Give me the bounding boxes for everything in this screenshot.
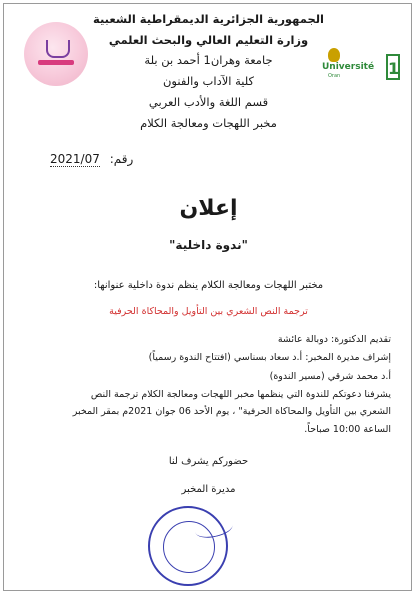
supervisor-line: إشراف مديرة المخبر: أ.د سعاد بسناسي (افتتاح الندوة رسمياً): [148, 352, 391, 363]
invitation-line-2: الشعري بين التأويل والمحاكاة الحرفية" ، يوم الأحد 06 جوان 2021م بمقر المخبر: [72, 406, 391, 417]
reference-label: رقم:: [109, 152, 134, 166]
intro-text: مختبر اللهجات ومعالجة الكلام ينظم ندوة داخلية عنوانها:: [93, 280, 324, 291]
page-subtitle: "ندوة داخلية": [169, 238, 248, 252]
header-line-4: كلية الآداب والفنون: [162, 74, 255, 88]
document-frame: [3, 3, 412, 591]
moderator-line: أ.د محمد شرقي (مسير الندوة): [269, 371, 391, 382]
university-logo-number: 1: [386, 54, 400, 80]
invitation-line-1: يشرفنا دعوتكم للندوة التي ينظمها مخبر اللهجات ومعالجة الكلام ترجمة النص: [90, 389, 391, 400]
header-line-5: قسم اللغة والأدب العربي: [148, 95, 269, 109]
reference-value: 2021/07: [50, 152, 100, 166]
university-logo-text: Université: [322, 62, 375, 72]
header-line-2: وزارة التعليم العالي والبحث العلمي: [108, 33, 309, 47]
presenter-line: تقديم الدكتورة: دوبالة عائشة: [277, 334, 391, 345]
header-line-1: الجمهورية الجزائرية الديمقراطية الشعبية: [92, 12, 324, 26]
university-logo-sub: Oran: [328, 73, 341, 79]
closing-text: حضوركم يشرف لنا: [168, 456, 249, 467]
reference-number: [50, 152, 133, 166]
topic-text: ترجمة النص الشعري بين التأويل والمحاكاة الحرفية: [109, 306, 308, 317]
official-stamp: [148, 506, 228, 586]
signature-title: مديرة المخبر: [181, 484, 236, 495]
invitation-line-3: الساعة 10:00 صباحاً.: [304, 424, 391, 435]
header-line-3: جامعة وهران1 أحمد بن بلة: [144, 53, 273, 67]
page-title: إعلان: [179, 196, 238, 221]
header-line-6: مخبر اللهجات ومعالجة الكلام: [140, 116, 277, 130]
